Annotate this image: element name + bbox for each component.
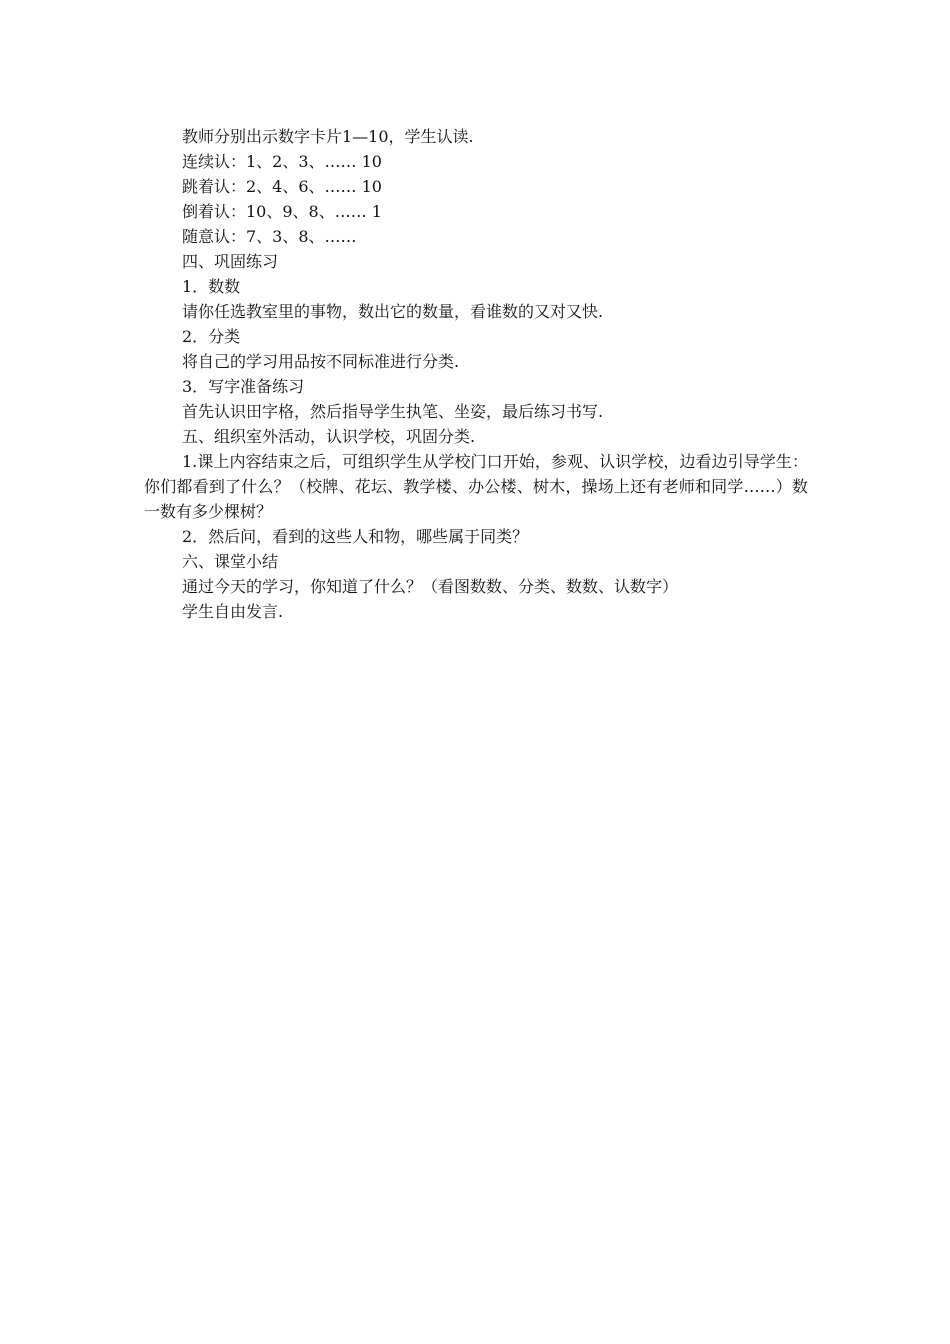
subsection-heading: 2．分类 [182,327,241,346]
text-line: 连续认：1、2、3、…… 10 [182,152,382,171]
text-line: 随意认：7、3、8、…… [182,227,357,246]
text-line: 请你任选教室里的事物，数出它的数量，看谁数的又对又快. [182,302,604,321]
text-line: 学生自由发言. [182,602,284,621]
text-line: 教师分别出示数字卡片1—10，学生认读. [182,127,474,146]
subsection-heading: 1．数数 [182,277,241,296]
section-heading: 五、组织室外活动，认识学校，巩固分类. [182,427,476,446]
text-line: 将自己的学习用品按不同标准进行分类. [182,352,460,371]
document-body [144,124,808,624]
paragraph: 1.课上内容结束之后，可组织学生从学校门口开始，参观、认识学校，边看边引导学生：你们都看到了什么？（校牌、花坛、教学楼、办公楼、树木，操场上还有老师和同学……）数一数有多少棵树？ [144,452,808,521]
text-line: 首先认识田字格，然后指导学生执笔、坐姿，最后练习书写. [182,402,604,421]
text-line: 通过今天的学习，你知道了什么？（看图数数、分类、数数、认数字） [182,577,679,596]
subsection-heading: 3．写字准备练习 [182,377,305,396]
section-heading: 四、巩固练习 [182,252,279,271]
text-line: 跳着认：2、4、6、…… 10 [182,177,382,196]
text-line: 2．然后问，看到的这些人和物，哪些属于同类？ [182,527,529,546]
section-heading: 六、课堂小结 [182,552,279,571]
text-line: 倒着认：10、9、8、…… 1 [182,202,382,221]
